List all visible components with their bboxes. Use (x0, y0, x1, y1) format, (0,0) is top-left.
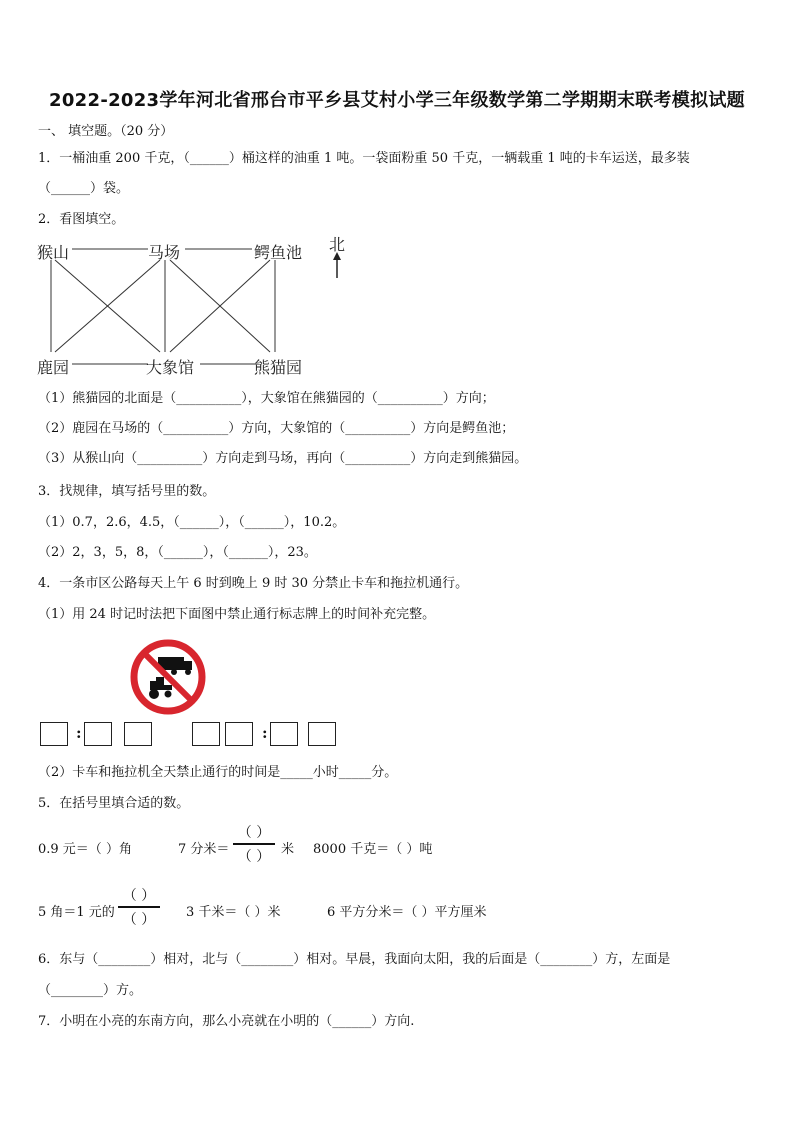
time-start-minute-ones-box[interactable] (124, 722, 152, 746)
map-label-elephant-hall: 大象馆 (146, 358, 195, 377)
question-2-sub-1: （1）熊猫园的北面是（__________），大象馆在熊猫园的（__________）方向； (38, 391, 495, 406)
time-end-hour-ones-box[interactable] (225, 722, 253, 746)
question-2-sub-3: （3）从猴山向（__________）方向走到马场，再向（__________）方向走到熊猫园。 (38, 451, 528, 466)
question-2-sub-2: （2）鹿园在马场的（__________）方向，大象馆的（__________）方向是鳄鱼池； (38, 421, 515, 436)
time-end-minute-ones-box[interactable] (308, 722, 336, 746)
map-label-crocodile-pool: 鳄鱼池 (254, 243, 303, 262)
north-arrow (333, 252, 341, 278)
q5-row2-fraction-bar (118, 906, 160, 908)
question-3-stem: 3．找规律，填写括号里的数。 (38, 484, 216, 499)
question-3-sub-1: （1）0.7，2.6，4.5，（______），（______），10.2。 (38, 515, 346, 530)
map-label-monkey-hill: 猴山 (37, 243, 70, 262)
north-label: 北 (329, 235, 346, 254)
q5-row1-b-unit: 米 (281, 842, 295, 857)
time-start-colon: : (76, 724, 82, 742)
time-end-colon: : (262, 724, 268, 742)
question-3-sub-2: （2）2，3，5，8，（______），（______），23。 (38, 545, 317, 560)
question-6-line-2: （________）方。 (38, 983, 143, 998)
q5-row1-b-numerator: （ ） (237, 825, 271, 841)
no-truck-tractor-sign-icon (128, 637, 208, 717)
map-label-panda-garden: 熊猫园 (254, 358, 303, 377)
q5-row1-c: 8000 千克＝（ ）吨 (313, 842, 433, 857)
time-end-hour-tens-box[interactable] (192, 722, 220, 746)
question-1-line-2: （______）袋。 (38, 181, 130, 196)
q5-row1-b-denominator: （ ） (237, 849, 271, 865)
question-6-line-1: 6．东与（________）相对，北与（________）相对。早晨，我面向太阳，我的后面是（________）方，左面是 (38, 952, 671, 967)
time-start-hour-tens-box[interactable] (40, 722, 68, 746)
q5-row2-b: 3 千米＝（ ）米 (186, 905, 281, 920)
q5-row1-a: 0.9 元＝（ ）角 (38, 842, 132, 857)
page-title: 2022-2023学年河北省邢台市平乡县艾村小学三年级数学第二学期期末联考模拟试题 (49, 90, 745, 111)
q5-row2-c: 6 平方分米＝（ ）平方厘米 (327, 905, 487, 920)
q5-row1-b-left: 7 分米＝ (178, 842, 230, 857)
map-label-deer-garden: 鹿园 (37, 358, 70, 377)
question-4-sub-2: （2）卡车和拖拉机全天禁止通行的时间是_____小时_____分。 (38, 765, 398, 780)
q5-row2-a-denominator: （ ） (122, 912, 156, 928)
section-heading: 一、 填空题。（20 分） (38, 124, 174, 139)
question-4-sub-1: （1）用 24 时记时法把下面图中禁止通行标志牌上的时间补充完整。 (38, 607, 436, 622)
time-start-minute-tens-box[interactable] (84, 722, 112, 746)
time-end-minute-tens-box[interactable] (270, 722, 298, 746)
q5-row2-a-numerator: （ ） (122, 888, 156, 904)
question-1-line-1: 1．一桶油重 200 千克，（______）桶这样的油重 1 吨。一袋面粉重 50 千克，一辆载重 1 吨的卡车运送，最多装 (38, 151, 690, 166)
q5-row1-fraction-bar (233, 843, 275, 845)
map-label-horse-farm: 马场 (148, 243, 181, 262)
question-7: 7．小明在小亮的东南方向，那么小亮就在小明的（______）方向. (38, 1014, 415, 1029)
q5-row2-a-left: 5 角＝1 元的 (38, 905, 115, 920)
question-2-stem: 2．看图填空。 (38, 212, 125, 227)
question-4-stem: 4．一条市区公路每天上午 6 时到晚上 9 时 30 分禁止卡车和拖拉机通行。 (38, 576, 469, 591)
question-5-stem: 5．在括号里填合适的数。 (38, 796, 190, 811)
